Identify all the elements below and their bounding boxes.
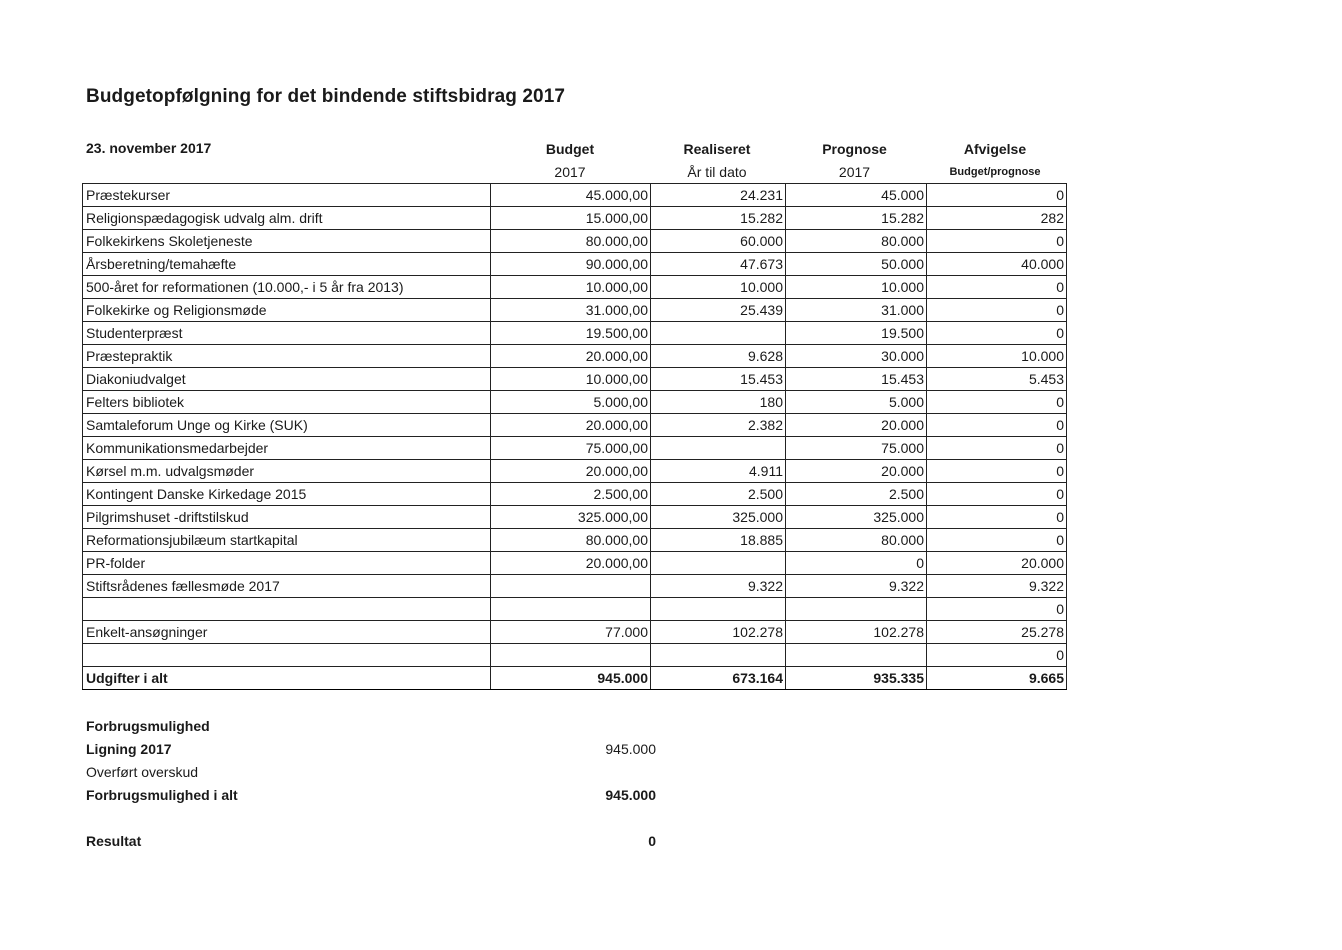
row-afvigelse: 0 xyxy=(927,529,1067,552)
row-prognose: 2.500 xyxy=(786,483,927,506)
row-prognose: 50.000 xyxy=(786,253,927,276)
column-header-realiseret-line1: Realiseret xyxy=(683,141,751,157)
row-budget xyxy=(491,575,651,598)
row-budget: 20.000,00 xyxy=(491,345,651,368)
row-budget: 20.000,00 xyxy=(491,460,651,483)
row-name: 500-året for reformationen (10.000,- i 5 år fra 2013) xyxy=(83,276,491,299)
row-afvigelse: 5.453 xyxy=(927,368,1067,391)
budget-table xyxy=(82,183,1067,690)
ligning-label: Ligning 2017 xyxy=(86,741,172,757)
row-afvigelse: 0 xyxy=(927,184,1067,207)
row-realiseret: 10.000 xyxy=(651,276,786,299)
row-budget: 45.000,00 xyxy=(491,184,651,207)
row-name: Præstepraktik xyxy=(83,345,491,368)
row-prognose: 80.000 xyxy=(786,230,927,253)
row-afvigelse: 9.322 xyxy=(927,575,1067,598)
row-afvigelse: 20.000 xyxy=(927,552,1067,575)
row-prognose: 9.322 xyxy=(786,575,927,598)
row-realiseret: 18.885 xyxy=(651,529,786,552)
row-prognose: 80.000 xyxy=(786,529,927,552)
row-name: Kontingent Danske Kirkedage 2015 xyxy=(83,483,491,506)
row-prognose: 75.000 xyxy=(786,437,927,460)
row-afvigelse: 282 xyxy=(927,207,1067,230)
row-realiseret xyxy=(651,322,786,345)
table-row xyxy=(83,322,1067,345)
row-name: Præstekurser xyxy=(83,184,491,207)
row-realiseret: 325.000 xyxy=(651,506,786,529)
row-realiseret: 180 xyxy=(651,391,786,414)
row-name: Kørsel m.m. udvalgsmøder xyxy=(83,460,491,483)
summary-heading: Forbrugsmulighed xyxy=(86,718,210,734)
column-header-prognose-line1: Prognose xyxy=(822,141,887,157)
summary-overfort-row xyxy=(86,762,656,785)
column-header-budget-line1: Budget xyxy=(545,141,595,157)
row-prognose: 20.000 xyxy=(786,414,927,437)
table-row xyxy=(83,460,1067,483)
row-budget: 31.000,00 xyxy=(491,299,651,322)
row-afvigelse: 0 xyxy=(927,598,1067,621)
overfort-label: Overført overskud xyxy=(86,764,199,780)
row-realiseret: 102.278 xyxy=(651,621,786,644)
row-budget: 19.500,00 xyxy=(491,322,651,345)
row-prognose: 15.453 xyxy=(786,368,927,391)
resultat-label: Resultat xyxy=(86,833,142,849)
row-realiseret: 2.500 xyxy=(651,483,786,506)
row-realiseret xyxy=(651,552,786,575)
row-afvigelse: 0 xyxy=(927,506,1067,529)
row-name: Studenterpræst xyxy=(83,322,491,345)
report-date: 23. november 2017 xyxy=(86,140,212,156)
row-prognose: 45.000 xyxy=(786,184,927,207)
row-afvigelse: 0 xyxy=(927,644,1067,667)
row-afvigelse: 25.278 xyxy=(927,621,1067,644)
total-budget: 945.000 xyxy=(491,667,651,690)
row-name: Folkekirke og Religionsmøde xyxy=(83,299,491,322)
summary-ligning-row xyxy=(86,739,656,762)
row-budget: 15.000,00 xyxy=(491,207,651,230)
row-realiseret: 24.231 xyxy=(651,184,786,207)
row-realiseret: 4.911 xyxy=(651,460,786,483)
row-name: Samtaleforum Unge og Kirke (SUK) xyxy=(83,414,491,437)
row-name: Stiftsrådenes fællesmøde 2017 xyxy=(83,575,491,598)
row-budget: 90.000,00 xyxy=(491,253,651,276)
table-row xyxy=(83,184,1067,207)
row-afvigelse: 0 xyxy=(927,460,1067,483)
column-header-afvigelse-line2: Budget/prognose xyxy=(949,166,1041,178)
row-prognose: 19.500 xyxy=(786,322,927,345)
summary-total-row xyxy=(86,785,656,808)
total-realiseret: 673.164 xyxy=(651,667,786,690)
table-row xyxy=(83,483,1067,506)
row-realiseret: 60.000 xyxy=(651,230,786,253)
column-header-afvigelse xyxy=(925,140,1065,186)
table-row xyxy=(83,345,1067,368)
summary-heading-row xyxy=(86,716,656,739)
column-header-afvigelse-line1: Afvigelse xyxy=(963,141,1027,157)
row-afvigelse: 40.000 xyxy=(927,253,1067,276)
row-name: Enkelt-ansøgninger xyxy=(83,621,491,644)
row-budget: 75.000,00 xyxy=(491,437,651,460)
row-realiseret: 15.282 xyxy=(651,207,786,230)
row-budget xyxy=(491,598,651,621)
row-prognose: 5.000 xyxy=(786,391,927,414)
table-row xyxy=(83,391,1067,414)
forbrugsmulighed-total-value: 945.000 xyxy=(605,787,656,803)
row-budget xyxy=(491,644,651,667)
row-afvigelse: 0 xyxy=(927,391,1067,414)
page-title: Budgetopfølgning for det bindende stiftsbidrag 2017 xyxy=(86,86,566,107)
table-row xyxy=(83,552,1067,575)
summary-section xyxy=(86,716,656,854)
table-row xyxy=(83,437,1067,460)
column-header-prognose-line2: 2017 xyxy=(838,164,871,180)
row-budget: 80.000,00 xyxy=(491,230,651,253)
row-budget: 325.000,00 xyxy=(491,506,651,529)
column-header-prognose xyxy=(784,140,925,186)
table-row xyxy=(83,299,1067,322)
row-prognose: 325.000 xyxy=(786,506,927,529)
summary-resultat-row xyxy=(86,831,656,854)
table-row xyxy=(83,621,1067,644)
row-realiseret: 25.439 xyxy=(651,299,786,322)
table-row xyxy=(83,575,1067,598)
table-row xyxy=(83,368,1067,391)
row-budget: 20.000,00 xyxy=(491,414,651,437)
row-name xyxy=(83,644,491,667)
total-prognose: 935.335 xyxy=(786,667,927,690)
ligning-value: 945.000 xyxy=(605,741,656,757)
row-realiseret xyxy=(651,598,786,621)
column-header-realiseret xyxy=(650,140,784,186)
row-name: Årsberetning/temahæfte xyxy=(83,253,491,276)
row-realiseret: 2.382 xyxy=(651,414,786,437)
table-row xyxy=(83,253,1067,276)
row-name: Pilgrimshuset -driftstilskud xyxy=(83,506,491,529)
table-row xyxy=(83,506,1067,529)
row-name xyxy=(83,598,491,621)
resultat-value: 0 xyxy=(648,833,656,849)
row-afvigelse: 0 xyxy=(927,414,1067,437)
table-row xyxy=(83,230,1067,253)
row-prognose xyxy=(786,644,927,667)
row-name: Felters bibliotek xyxy=(83,391,491,414)
row-name: Folkekirkens Skoletjeneste xyxy=(83,230,491,253)
row-realiseret xyxy=(651,437,786,460)
row-afvigelse: 0 xyxy=(927,276,1067,299)
table-row xyxy=(83,598,1067,621)
row-name: Reformationsjubilæum startkapital xyxy=(83,529,491,552)
row-name: Kommunikationsmedarbejder xyxy=(83,437,491,460)
row-prognose: 31.000 xyxy=(786,299,927,322)
row-prognose: 10.000 xyxy=(786,276,927,299)
row-afvigelse: 10.000 xyxy=(927,345,1067,368)
table-row xyxy=(83,207,1067,230)
row-prognose: 0 xyxy=(786,552,927,575)
total-name: Udgifter i alt xyxy=(83,667,491,690)
row-prognose: 30.000 xyxy=(786,345,927,368)
row-afvigelse: 0 xyxy=(927,230,1067,253)
row-prognose: 20.000 xyxy=(786,460,927,483)
row-budget: 80.000,00 xyxy=(491,529,651,552)
row-budget: 2.500,00 xyxy=(491,483,651,506)
row-realiseret xyxy=(651,644,786,667)
row-name: Religionspædagogisk udvalg alm. drift xyxy=(83,207,491,230)
row-afvigelse: 0 xyxy=(927,322,1067,345)
row-realiseret: 9.322 xyxy=(651,575,786,598)
table-row xyxy=(83,529,1067,552)
row-afvigelse: 0 xyxy=(927,483,1067,506)
row-name: Diakoniudvalget xyxy=(83,368,491,391)
table-row xyxy=(83,414,1067,437)
row-realiseret: 15.453 xyxy=(651,368,786,391)
row-realiseret: 9.628 xyxy=(651,345,786,368)
row-prognose xyxy=(786,598,927,621)
column-header-budget-line2: 2017 xyxy=(554,164,586,180)
table-row xyxy=(83,276,1067,299)
budget-table-body xyxy=(83,184,1067,690)
row-prognose: 102.278 xyxy=(786,621,927,644)
row-realiseret: 47.673 xyxy=(651,253,786,276)
total-row xyxy=(83,667,1067,690)
row-prognose: 15.282 xyxy=(786,207,927,230)
forbrugsmulighed-total-label: Forbrugsmulighed i alt xyxy=(86,787,238,803)
column-header-realiseret-line2: År til dato xyxy=(687,164,747,180)
total-afvigelse: 9.665 xyxy=(927,667,1067,690)
row-afvigelse: 0 xyxy=(927,299,1067,322)
row-name: PR-folder xyxy=(83,552,491,575)
row-budget: 10.000,00 xyxy=(491,276,651,299)
row-budget: 20.000,00 xyxy=(491,552,651,575)
column-header-budget xyxy=(490,140,650,186)
table-row xyxy=(83,644,1067,667)
row-budget: 5.000,00 xyxy=(491,391,651,414)
row-budget: 10.000,00 xyxy=(491,368,651,391)
row-budget: 77.000 xyxy=(491,621,651,644)
row-afvigelse: 0 xyxy=(927,437,1067,460)
